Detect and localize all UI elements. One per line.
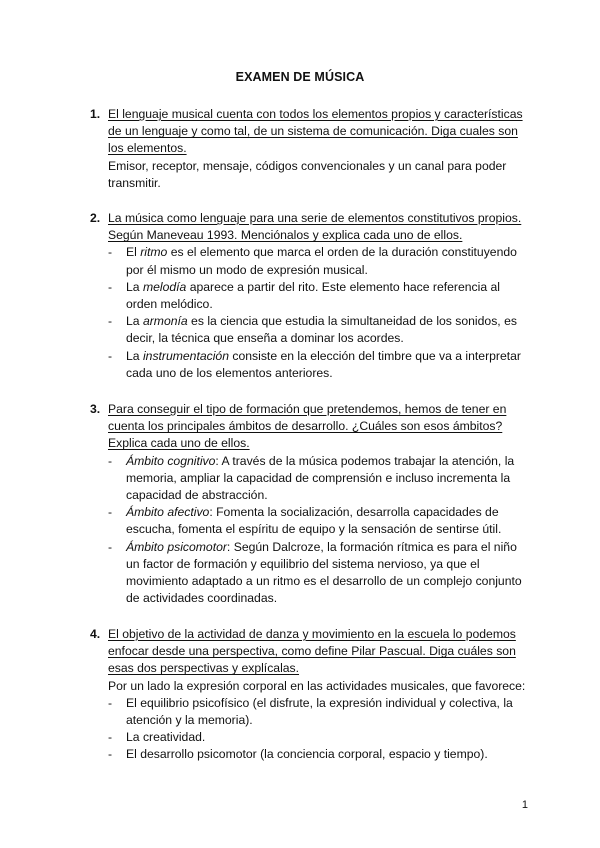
list-item: - La creatividad. [90,729,530,746]
answer-list [90,244,530,382]
list-item: - La melodía aparece a partir del rito. Este elemento hace referencia al orden melódico. [108,279,500,312]
question-1 [90,106,530,192]
dash-bullet: - [108,279,113,294]
question-text: Para conseguir el tipo de formación que pretendemos, hemos de tener en cuenta los principales ámbitos de desarrollo. ¿Cuáles son esos ámbitos? Explica cada uno de ellos. [108,402,507,451]
list-item: - El equilibrio psicofísico (el disfrute, la expresión individual y colectiva, la atención y la memoria). [108,695,513,728]
answer-list [90,453,530,608]
answer-text: Emisor, receptor, mensaje, códigos convencionales y un canal para poder transmitir. [108,158,507,190]
document-title: EXAMEN DE MÚSICA [235,70,365,84]
list-item: - El desarrollo psicomotor (la conciencia corporal, espacio y tiempo). [90,746,530,763]
question-text: El lenguaje musical cuenta con todos los elementos propios y características de un lenguaje y como tal, de un sistema de comunicación. Diga cuales son los elementos. [108,107,523,156]
question-number: 4. [90,627,101,641]
question-number: 1. [90,107,101,121]
dash-bullet: - [108,314,113,329]
list-item: - La instrumentación consiste en la elección del timbre que va a interpretar cada uno de los elementos anteriores. [108,348,521,380]
question-4 [90,626,530,764]
question-3 [90,401,530,607]
dash-bullet: - [108,539,113,554]
question-text: La música como lenguaje para una serie de elementos constitutivos propios. Según Maneveau 1993. Menciónalos y explica cada uno de ellos. [108,211,522,243]
answer-list [90,695,530,764]
page-number: 1 [521,799,528,811]
list-item: - Ámbito afectivo: Fomenta la socialización, desarrolla capacidades de escucha, fomenta el espíritu de equipo y la sensación de sentirse útil. [108,505,502,537]
list-item: - El ritmo es el elemento que marca el orden de la duración constituyendo por él mismo un modo de expresión musical. [108,245,517,277]
dash-bullet: - [108,453,113,468]
dash-bullet: - [108,348,113,363]
question-2 [90,210,530,382]
list-item: - Ámbito psicomotor: Según Dalcroze, la formación rítmica es para el niño un factor de formación y equilibrio del sistema nervioso, ya que el movimiento adaptado a un ritmo es el desarrollo de un complejo conjunto de actividades coordinadas. [108,539,522,606]
list-item: - La armonía es la ciencia que estudia la simultaneidad de los sonidos, es decir, la técnica que enseña a dominar los acordes. [108,314,517,346]
dash-bullet: - [108,245,113,260]
dash-bullet: - [108,730,113,745]
question-number: 3. [90,402,101,416]
question-text: El objetivo de la actividad de danza y movimiento en la escuela lo podemos enfocar desde una perspectiva, como define Pilar Pascual. Diga cuáles son esas dos perspectivas y explícalas. [108,627,516,676]
answer-intro: Por un lado la expresión corporal en las actividades musicales, que favorece: [108,678,526,693]
list-item: - Ámbito cognitivo: A través de la música podemos trabajar la atención, la memoria, ampliar la capacidad de comprensión e incluso incrementa la capacidad de abstracción. [108,453,515,503]
dash-bullet: - [108,695,113,710]
question-number: 2. [90,211,101,225]
dash-bullet: - [108,505,113,520]
dash-bullet: - [108,747,113,762]
